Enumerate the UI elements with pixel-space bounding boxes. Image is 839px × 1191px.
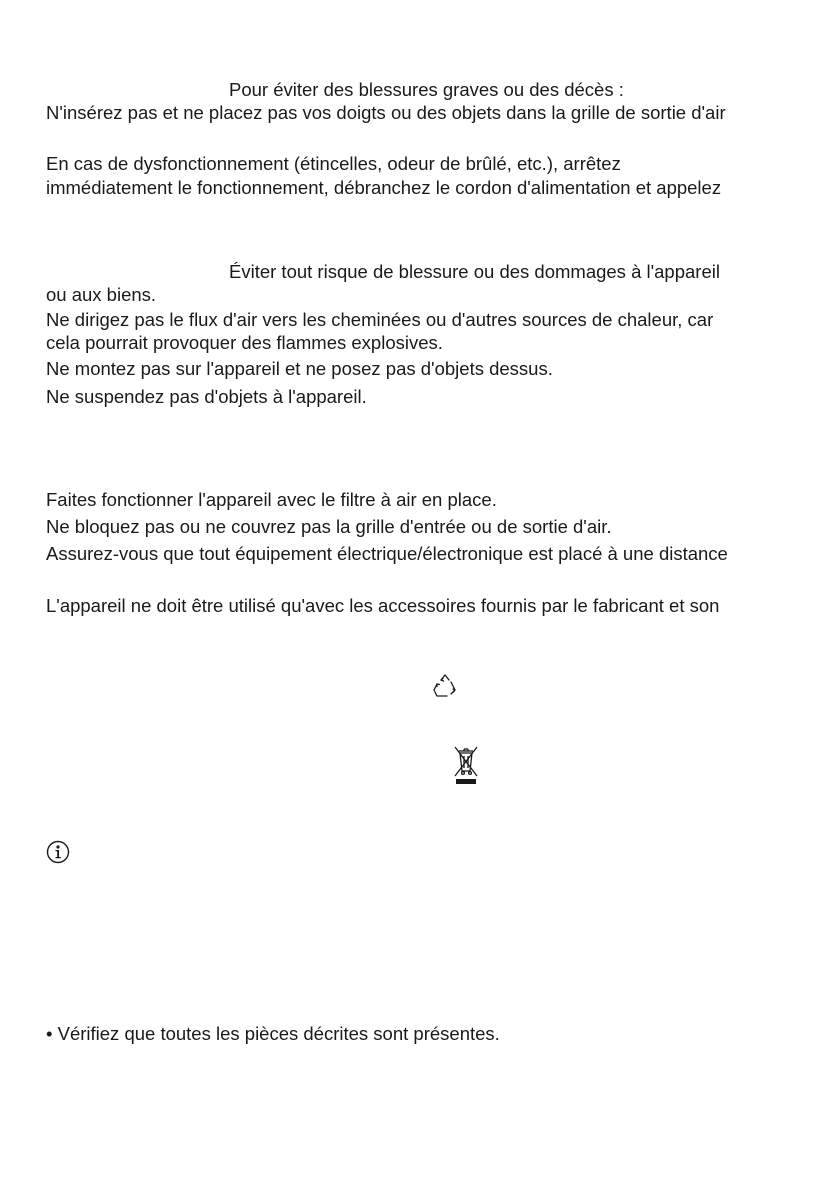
warning-fingers-text: N'insérez pas et ne placez pas vos doigts ou des objets dans la grille de sortie d'air <box>46 102 726 123</box>
operation-filter: Faites fonctionner l'appareil avec le filtre à air en place. <box>46 489 497 510</box>
caution-heading-cont: ou aux biens. <box>46 284 157 305</box>
operation-grille: Ne bloquez pas ou ne couvrez pas la grille d'entrée ou de sortie d'air. <box>46 516 612 537</box>
crossed-bin-icon <box>452 745 480 787</box>
caution-airflow-line2: cela pourrait provoquer des flammes explosives. <box>46 332 443 353</box>
checklist-item-parts: • Vérifiez que toutes les pièces décrites sont présentes. <box>46 1023 500 1044</box>
warning-heading: Pour éviter des blessures graves ou des décès : <box>229 79 624 100</box>
info-icon <box>46 840 70 864</box>
warning-malfunction-line1: En cas de dysfonctionnement (étincelles, odeur de brûlé, etc.), arrêtez <box>46 153 621 174</box>
caution-no-climb: Ne montez pas sur l'appareil et ne posez pas d'objets dessus. <box>46 358 553 379</box>
recycle-icon <box>431 672 459 700</box>
warning-malfunction-line2: immédiatement le fonctionnement, débranchez le cordon d'alimentation et appelez <box>46 177 722 198</box>
caution-airflow-line1: Ne dirigez pas le flux d'air vers les cheminées ou d'autres sources de chaleur, car <box>46 309 714 330</box>
caution-no-hang: Ne suspendez pas d'objets à l'appareil. <box>46 386 367 407</box>
operation-accessories: L'appareil ne doit être utilisé qu'avec les accessoires fournis par le fabricant et son <box>46 595 720 616</box>
caution-heading: Éviter tout risque de blessure ou des dommages à l'appareil <box>229 261 720 282</box>
operation-distance: Assurez-vous que tout équipement électrique/électronique est placé à une distance <box>46 543 728 564</box>
